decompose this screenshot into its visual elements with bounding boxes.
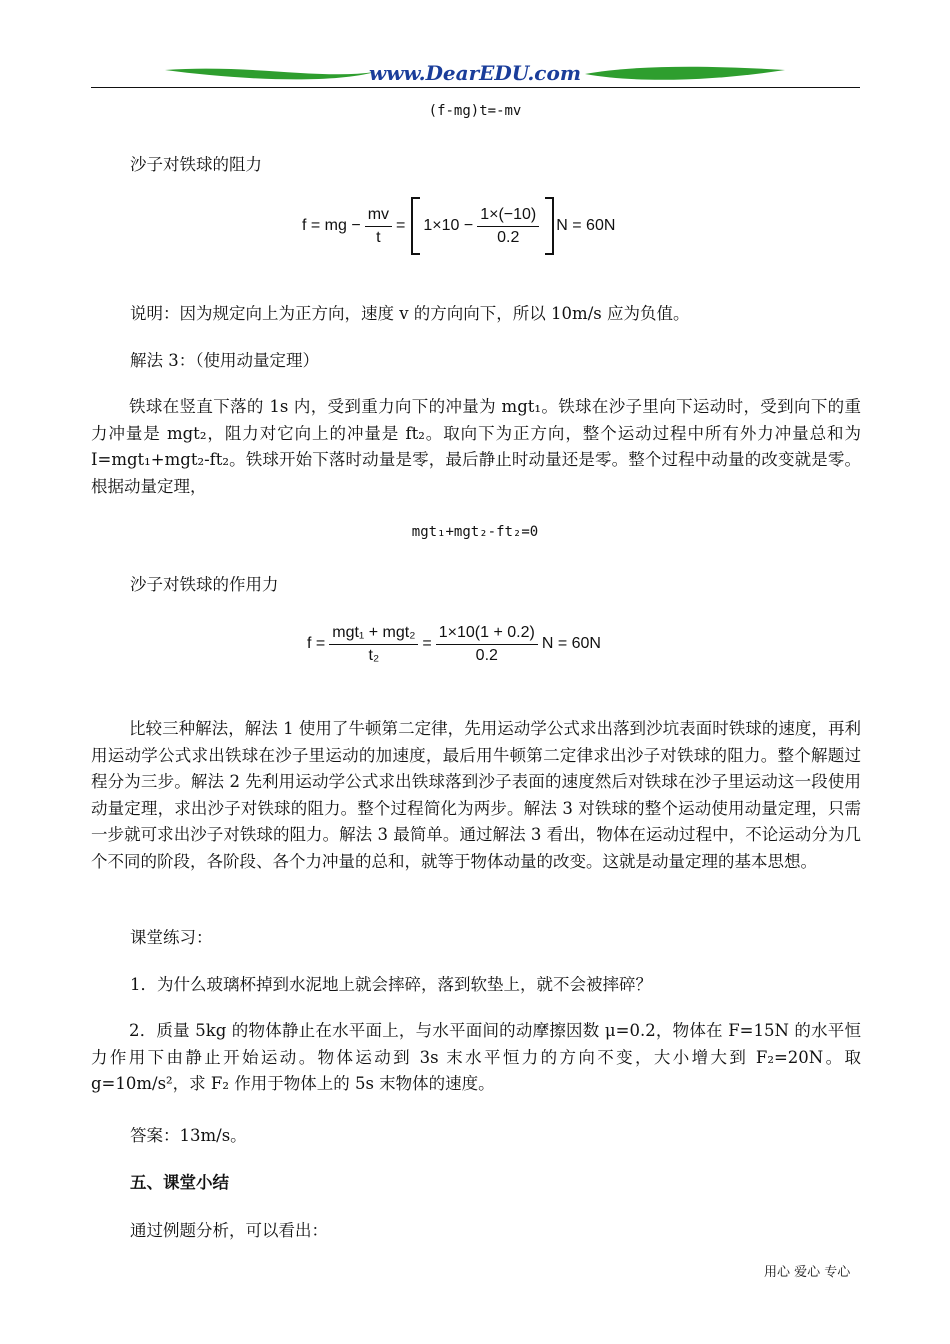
eq3-denominator-1: t₂	[368, 646, 380, 664]
site-name: www.DearEDU.com	[368, 61, 581, 85]
eq3-numerator-2: 1×10(1 + 0.2)	[436, 624, 538, 645]
note-text: 说明：因为规定向上为正方向，速度 v 的方向向下，所以 10m/s 应为负值。	[130, 304, 690, 323]
equation-resistance	[302, 195, 615, 257]
question-1: 1．为什么玻璃杯掉到水泥地上就会摔碎，落到软垫上，就不会被摔碎？	[130, 975, 652, 994]
section-5-heading: 五、课堂小结	[130, 1173, 229, 1192]
answer-text: 答案：13m/s。	[130, 1126, 247, 1145]
right-bracket-icon	[545, 197, 554, 255]
force-label: 沙子对铁球的作用力	[130, 575, 279, 594]
eq1-inner-fraction	[477, 206, 539, 247]
paragraph-comparison: 比较三种解法，解法 1 使用了牛顿第二定律，先用运动学公式求出落到沙坑表面时铁球的速度，再利用运动学公式求出铁球在沙子里运动的加速度，最后用牛顿第二定律求出沙子对铁球的阻力。整个解题过程分为三步。解法 2 先利用运动学公式求出铁球落到沙子表面的速度然后对铁球在沙子里运动这一段使用动量定理，求出沙子对铁球的阻力。整个过程简化为两步。解法 3 对铁球的整个运动使用动量定理，只需一步就可求出沙子对铁球的阻力。解法 3 最简单。通过解法 3 看出，物体在运动过程中，不论运动分为几个不同的阶段，各阶段、各个力冲量的总和，就等于物体动量的改变。这就是动量定理的基本思想。	[91, 719, 861, 871]
eq1-equals: =	[396, 217, 406, 234]
eq1-result: N = 60N	[556, 217, 616, 234]
equation-impulse: mgt₁+mgt₂-ft₂=0	[411, 524, 539, 540]
method3-heading: 解法 3：（使用动量定理）	[130, 351, 319, 370]
eq1-inner-denominator: 0.2	[497, 228, 520, 246]
header-rule	[91, 87, 860, 88]
eq1-fraction	[365, 206, 392, 247]
eq1-numerator: mv	[365, 206, 392, 227]
equation-momentum: (f-mg)t=-mv	[428, 103, 522, 119]
paragraph-method3: 铁球在竖直下落的 1s 内，受到重力向下的冲量为 mgt₁。铁球在沙子里向下运动时，受到向下的重力冲量是 mgt₂，阻力对它向上的冲量是 ft₂。取向下为正方向，整个运动过程中所有外力冲量总和为 I=mgt₁+mgt₂-ft₂。铁球开始下落时动量是零，最后静止时动量还是零。整个过程中动量的改变就是零。根据动量定理，	[91, 397, 861, 496]
eq1-inner-left: 1×10 −	[423, 217, 474, 234]
equation-force	[307, 618, 601, 670]
exercise-heading: 课堂练习：	[130, 928, 213, 947]
eq3-fraction-1	[329, 624, 418, 665]
eq1-inner-numerator: 1×(−10)	[477, 206, 539, 227]
eq3-lhs: f =	[307, 635, 326, 652]
eq1-denominator: t	[376, 228, 381, 246]
eq3-fraction-2	[436, 624, 538, 665]
resistance-label: 沙子对铁球的阻力	[130, 155, 262, 174]
eq1-lhs: f = mg −	[302, 217, 361, 234]
eq3-result: N = 60N	[541, 635, 601, 652]
footer-motto: 用心 爱心 专心	[764, 1265, 851, 1280]
summary-intro: 通过例题分析，可以看出：	[130, 1221, 328, 1240]
eq3-equals: =	[422, 635, 432, 652]
left-bracket-icon	[411, 197, 420, 255]
eq3-numerator-1: mgt₁ + mgt₂	[329, 624, 418, 645]
eq3-denominator-2: 0.2	[475, 646, 498, 664]
question-2: 2．质量 5kg 的物体静止在水平面上，与水平面间的动摩擦因数 μ=0.2，物体在 F=15N 的水平恒力作用下由静止开始运动。物体运动到 3s 末水平恒力的方向不变，大小增大到 F₂=20N。取 g=10m/s²，求 F₂ 作用于物体上的 5s 末物体的速度。	[91, 1021, 861, 1093]
